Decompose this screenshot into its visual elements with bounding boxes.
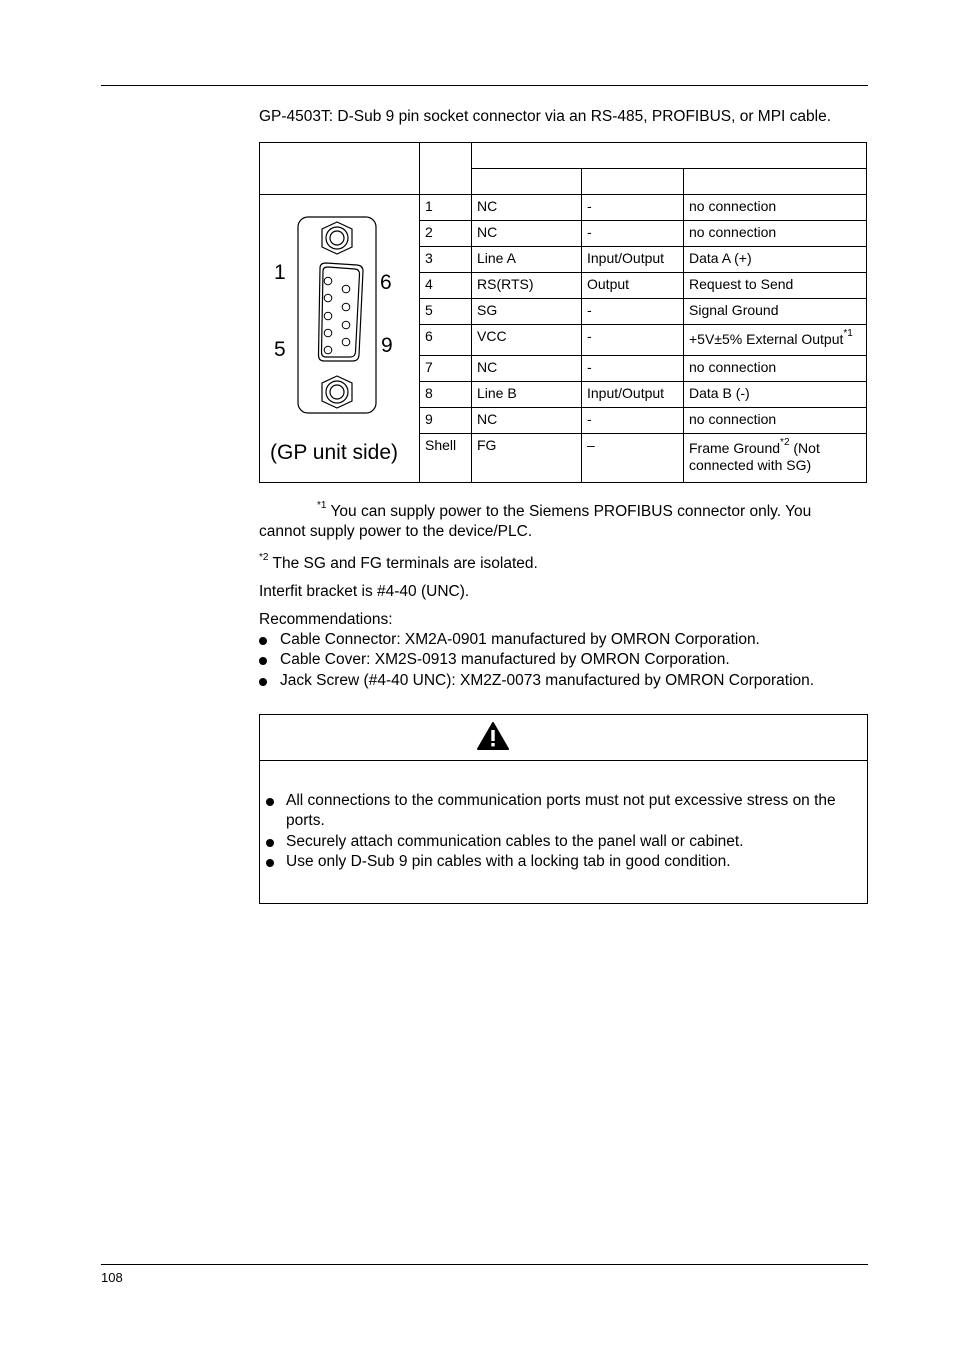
meaning-text: +5V±5% External Output [689, 331, 844, 347]
direction-cell: - [582, 408, 684, 434]
footnote-1-line-2: cannot supply power to the device/PLC. [259, 523, 533, 540]
pin-cell: 9 [420, 408, 472, 434]
intro-text: GP-4503T: D-Sub 9 pin socket connector via an RS-485, PROFIBUS, or MPI cable. [259, 108, 832, 125]
recommendations-title: Recommendations: [259, 611, 393, 628]
caution-item [266, 791, 856, 831]
direction-cell: - [582, 195, 684, 221]
page-number: 108 [101, 1270, 123, 1285]
signal-cell: Line A [472, 247, 582, 273]
footnote-ref: *2 [780, 437, 790, 449]
pin-socket [342, 338, 350, 346]
caution-text: Use only D-Sub 9 pin cables with a locking tab in good condition. [286, 853, 731, 870]
bullet-icon [259, 637, 267, 645]
recommendation-text: Jack Screw (#4-40 UNC): XM2Z-0073 manufactured by OMRON Corporation. [280, 672, 815, 689]
meaning-tail: (Not connected with SG) [689, 440, 820, 473]
header-cell [582, 169, 684, 195]
direction-cell: – [582, 434, 684, 483]
signal-cell: SG [472, 299, 582, 325]
meaning-cell: no connection [684, 195, 867, 221]
signal-cell: FG [472, 434, 582, 483]
pin-cell: 6 [420, 325, 472, 356]
signal-cell: RS(RTS) [472, 273, 582, 299]
meaning-cell [684, 434, 867, 483]
footnote-ref: *1 [843, 328, 853, 340]
signal-cell: NC [472, 356, 582, 382]
bottom-screw-icon [322, 376, 352, 408]
warning-triangle-icon [476, 721, 510, 751]
recommendation-text: Cable Connector: XM2A-0901 manufactured by OMRON Corporation. [280, 631, 760, 648]
meaning-cell: no connection [684, 356, 867, 382]
pin-label-5: 5 [274, 338, 286, 361]
pin-label-6: 6 [380, 271, 392, 294]
signal-cell: NC [472, 195, 582, 221]
meaning-cell: Data A (+) [684, 247, 867, 273]
footnote-1-line-1 [317, 499, 812, 522]
direction-cell: - [582, 221, 684, 247]
pin-label-9: 9 [381, 334, 393, 357]
meaning-cell: Data B (-) [684, 382, 867, 408]
meaning-cell: Request to Send [684, 273, 867, 299]
direction-cell: Input/Output [582, 247, 684, 273]
bullet-icon [259, 678, 267, 686]
footnote-mark: *2 [259, 551, 269, 563]
bullet-icon [266, 839, 274, 847]
table-row [260, 195, 867, 221]
recommendation-item [259, 671, 859, 691]
header-cell [684, 169, 867, 195]
pin-cell: Shell [420, 434, 472, 483]
recommendation-text: Cable Cover: XM2S-0913 manufactured by OMRON Corporation. [280, 651, 730, 668]
table-header-row [260, 143, 867, 169]
dsub9-connector-diagram [260, 195, 418, 480]
header-cell [420, 143, 472, 195]
pin-socket [324, 294, 332, 302]
interfit-text: Interfit bracket is #4-40 (UNC). [259, 583, 470, 600]
caution-box [259, 714, 868, 904]
caution-item [266, 852, 856, 872]
pin-assignment-table [259, 142, 867, 483]
direction-cell: - [582, 299, 684, 325]
connector-diagram-cell [260, 195, 420, 483]
meaning-cell: no connection [684, 408, 867, 434]
pin-label-1: 1 [274, 261, 286, 284]
bullet-icon [266, 798, 274, 806]
pin-socket [324, 277, 332, 285]
pin-cell: 8 [420, 382, 472, 408]
pin-socket [324, 312, 332, 320]
meaning-text: Frame Ground [689, 440, 781, 456]
top-screw-icon [322, 222, 352, 254]
pin-cell: 4 [420, 273, 472, 299]
header-cell [472, 169, 582, 195]
direction-cell: - [582, 325, 684, 356]
pin-socket [324, 329, 332, 337]
meaning-cell: no connection [684, 221, 867, 247]
footer-rule [101, 1264, 868, 1265]
caution-text: All connections to the communication ports must not put excessive stress on the ports. [286, 792, 836, 829]
signal-cell: VCC [472, 325, 582, 356]
direction-cell: Output [582, 273, 684, 299]
pin-socket [324, 346, 332, 354]
pin-cell: 2 [420, 221, 472, 247]
signal-cell: Line B [472, 382, 582, 408]
footnote-text: You can supply power to the Siemens PROFIBUS connector only. You [326, 503, 812, 520]
pin-cell: 7 [420, 356, 472, 382]
meaning-cell [684, 325, 867, 356]
pin-cell: 1 [420, 195, 472, 221]
bullet-icon [259, 657, 267, 665]
header-cell [472, 143, 867, 169]
pin-cell: 3 [420, 247, 472, 273]
footnote-mark: *1 [317, 499, 327, 511]
caution-header [260, 715, 867, 761]
pin-socket [342, 321, 350, 329]
signal-cell: NC [472, 221, 582, 247]
caution-text: Securely attach communication cables to the panel wall or cabinet. [286, 833, 744, 850]
footnote-2 [259, 551, 538, 574]
header-rule [101, 85, 868, 86]
bullet-icon [266, 859, 274, 867]
signal-cell: NC [472, 408, 582, 434]
direction-cell: Input/Output [582, 382, 684, 408]
direction-cell: - [582, 356, 684, 382]
caution-item [266, 832, 856, 852]
pin-cell: 5 [420, 299, 472, 325]
meaning-cell: Signal Ground [684, 299, 867, 325]
footnote-text: The SG and FG terminals are isolated. [268, 555, 538, 572]
connector-caption: (GP unit side) [270, 441, 398, 464]
header-cell [260, 143, 420, 195]
pin-socket [342, 303, 350, 311]
recommendation-item [259, 650, 859, 670]
recommendation-item [259, 630, 859, 650]
pin-socket [342, 285, 350, 293]
